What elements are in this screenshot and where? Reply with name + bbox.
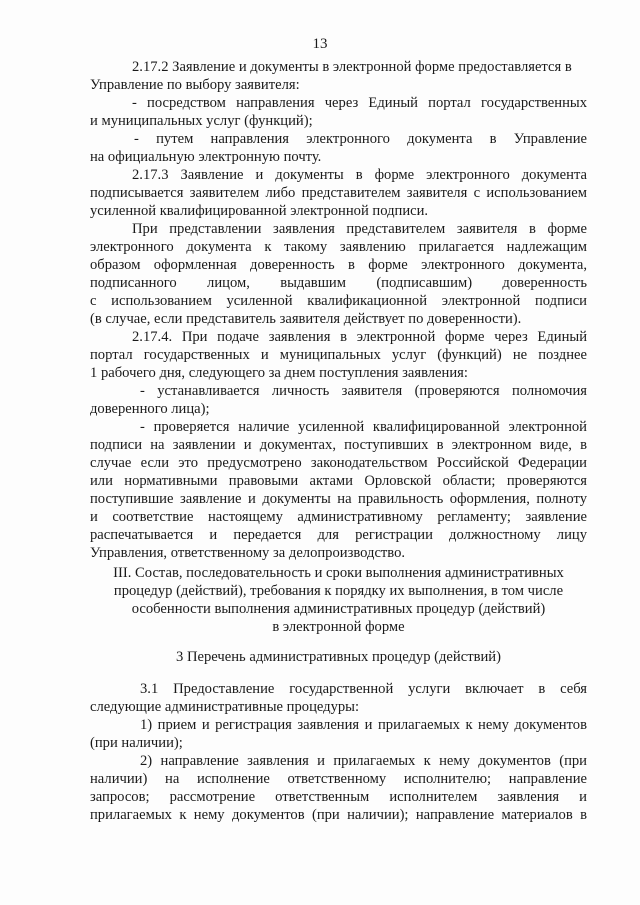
- text-line: 2.17.2 Заявление и документы в электронной форме предоставляется в: [132, 59, 572, 75]
- text-line: 1) прием и регистрация заявления и прилагаемых к нему документов: [140, 717, 587, 733]
- section-heading-line: III. Состав, последовательность и сроки выполнения административных: [113, 565, 564, 581]
- text-line: (в случае, если представитель заявителя действует по доверенности).: [90, 311, 522, 327]
- text-line: Управление по выбору заявителя:: [90, 77, 300, 93]
- text-line: запросов; рассмотрение ответственным исполнителем заявления и: [90, 789, 587, 805]
- text-line: распечатывается и передается для регистрации должностному лицу: [90, 527, 587, 543]
- page-number: 13: [312, 36, 328, 52]
- section-heading-line: особенности выполнения административных процедур (действий): [131, 601, 546, 617]
- text-line: Управления, ответственному за делопроизводство.: [90, 545, 406, 561]
- text-line: При представлении заявления представителем заявителя в форме: [132, 221, 587, 237]
- text-line: наличии) на исполнение ответственному исполнителю; направление: [90, 771, 587, 787]
- section-heading-line: в электронной форме: [272, 619, 405, 635]
- text-line: подписывается заявителем либо представителем заявителя с использованием: [90, 185, 587, 201]
- text-line: (при наличии);: [90, 735, 183, 751]
- text-line: - посредством направления через Единый портал государственных: [132, 95, 587, 111]
- section-heading-line: процедур (действий), требования к порядку их выполнения, в том числе: [113, 583, 564, 599]
- text-line: 2) направление заявления и прилагаемых к нему документов (при: [140, 753, 587, 769]
- text-line: - путем направления электронного документа в Управление: [134, 131, 587, 147]
- text-line: - устанавливается личность заявителя (проверяются полномочия: [140, 383, 587, 399]
- text-line: и муниципальных услуг (функций);: [90, 113, 313, 129]
- text-line: - проверяется наличие усиленной квалифицированной электронной: [140, 419, 587, 435]
- text-line: прилагаемых к нему документов (при наличии); направление материалов в: [90, 807, 587, 823]
- text-line: или нормативными правовыми актами Орловской области; проверяются: [90, 473, 587, 489]
- text-line: подписи на заявлении и документах, поступивших в электронном виде, в: [90, 437, 587, 453]
- text-line: на официальную электронную почту.: [90, 149, 322, 165]
- text-line: с использованием усиленной квалификационной электронной подписи: [90, 293, 587, 309]
- text-line: и соответствие настоящему административному регламенту; заявление: [90, 509, 587, 525]
- text-line: доверенного лица);: [90, 401, 210, 417]
- text-line: электронного документа к такому заявлению прилагается надлежащим: [90, 239, 587, 255]
- text-line: усиленной квалифицированной электронной подписи.: [90, 203, 429, 219]
- subsection-heading: 3 Перечень административных процедур (действий): [176, 649, 501, 665]
- text-line: 1 рабочего дня, следующего за днем поступления заявления:: [90, 365, 468, 381]
- text-line: 2.17.4. При подаче заявления в электронной форме через Единый: [132, 329, 587, 345]
- text-line: случае если это предусмотрено законодательством Российской Федерации: [90, 455, 587, 471]
- text-line: 3.1 Предоставление государственной услуги включает в себя: [140, 681, 587, 697]
- text-line: портал государственных и муниципальных услуг (функций) не позднее: [90, 347, 587, 363]
- text-line: подписанного лицом, выдавшим (подписавшим) доверенность: [90, 275, 587, 291]
- text-line: образом оформленная доверенность в форме электронного документа,: [90, 257, 587, 273]
- text-line: 2.17.3 Заявление и документы в форме электронного документа: [132, 167, 587, 183]
- text-line: следующие административные процедуры:: [90, 699, 360, 715]
- text-line: поступившие заявление и документы на правильность оформления, полноту: [90, 491, 587, 507]
